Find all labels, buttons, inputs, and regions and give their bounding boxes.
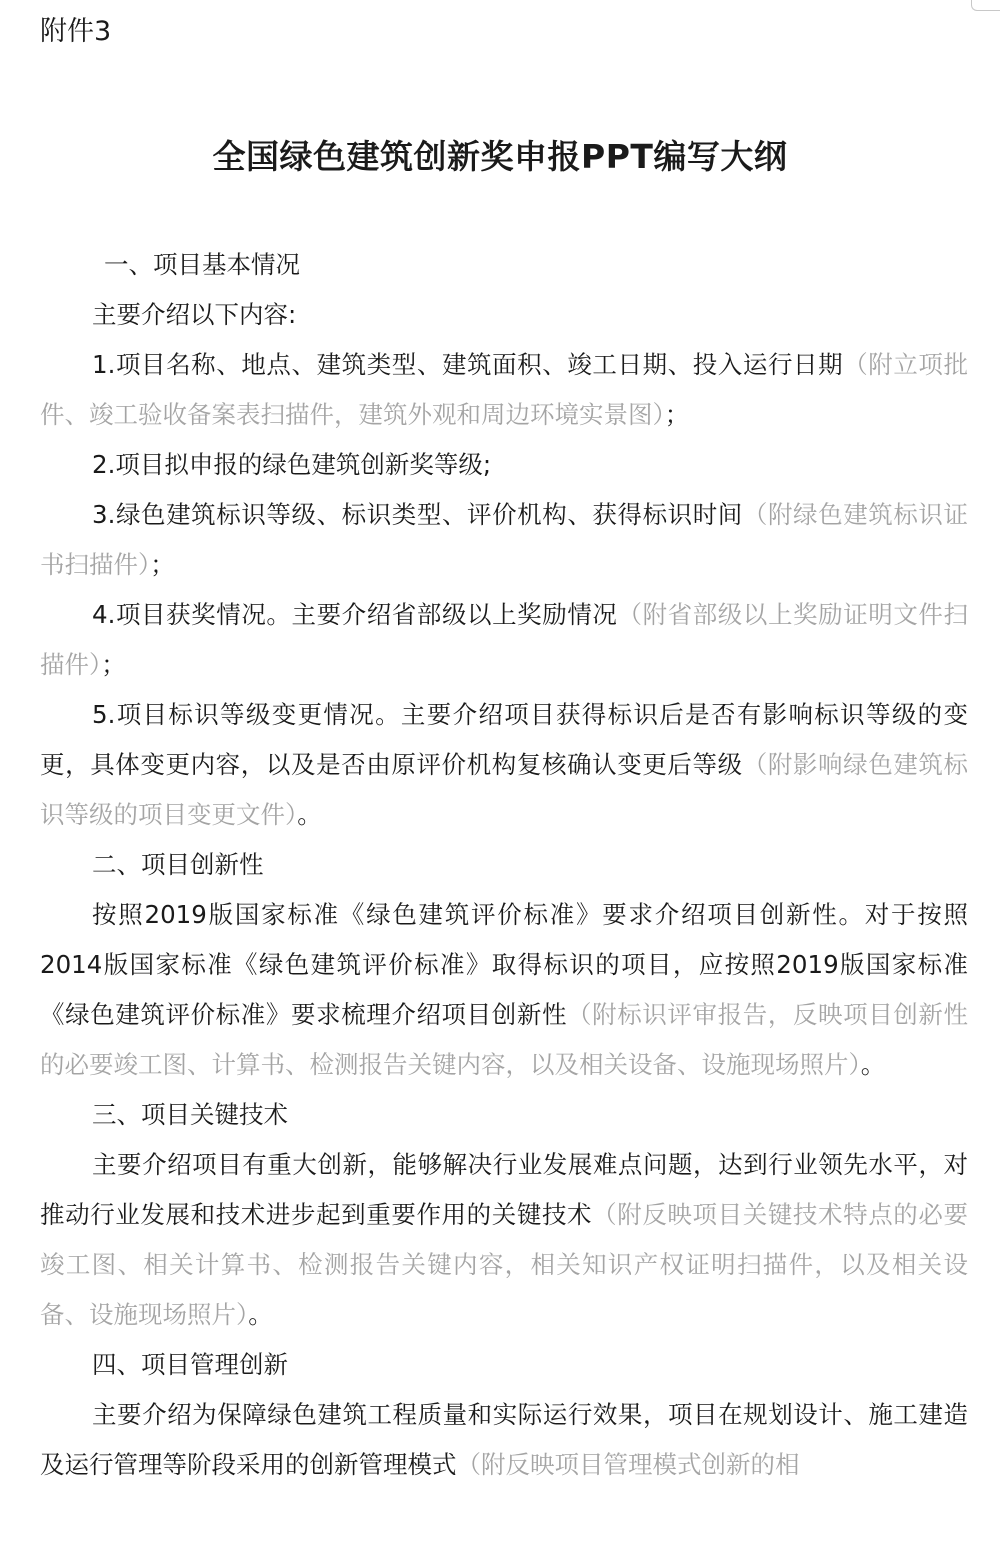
attachment-note: （附反映项目管理模式创新的相 [456,1450,800,1479]
paragraph [40,1390,968,1490]
section-heading: 三、项目关键技术 [92,1100,288,1129]
paragraph [40,890,968,1090]
item-text: 5.项目标识等级变更情况。主要介绍项目获得标识后是否有影响标识等级的变更，具体变更内容，以及是否由原评价机构复核确认变更后等级 [40,700,968,779]
attachment-note: （附影响绿色建筑标识等级的项目变更文件） [40,750,969,829]
paragraph [40,1140,968,1340]
punctuation: 。 [248,1300,273,1329]
paragraph-text: 主要介绍为保障绿色建筑工程质量和实际运行效果，项目在规划设计、施工建造及运行管理等阶段采用的创新管理模式 [40,1400,968,1479]
attachment-label: 附件3 [40,16,112,47]
list-item [40,440,968,490]
section-heading: 一、项目基本情况 [104,250,300,279]
attachment-note: （附绿色建筑标识证书扫描件） [40,500,969,579]
attachment-note: （附省部级以上奖励证明文件扫描件） [40,600,969,679]
punctuation: ； [150,550,175,579]
page-corner-mark [971,0,1000,11]
section-heading: 四、项目管理创新 [92,1350,288,1379]
attachment-note: （附立项批件、竣工验收备案表扫描件，建筑外观和周边环境实景图） [40,350,969,429]
item-text: 4.项目获奖情况。主要介绍省部级以上奖励情况 [92,600,618,629]
item-text: 3.绿色建筑标识等级、标识类型、评价机构、获得标识时间 [92,500,743,529]
item-text: 2.项目拟申报的绿色建筑创新奖等级; [92,450,492,479]
list-item [40,590,968,690]
document-title: 全国绿色建筑创新奖申报PPT编写大纲 [212,137,788,176]
list-item [40,340,968,440]
attachment-note: （附反映项目关键技术特点的必要竣工图、相关计算书、检测报告关键内容，相关知识产权证明扫描件，以及相关设备、设施现场照片） [40,1200,969,1329]
attachment-note: （附标识评审报告，反映项目创新性的必要竣工图、计算书、检测报告关键内容，以及相关设备、设施现场照片） [40,1000,969,1079]
paragraph-text: 主要介绍项目有重大创新，能够解决行业发展难点问题，达到行业领先水平，对推动行业发展和技术进步起到重要作用的关键技术 [40,1150,968,1229]
list-item [40,690,968,840]
paragraph-text: 按照2019版国家标准《绿色建筑评价标准》要求介绍项目创新性。对于按照2014版国家标准《绿色建筑评价标准》取得标识的项目，应按照2019版国家标准《绿色建筑评价标准》要求梳理介绍项目创新性 [40,900,968,1029]
punctuation: ； [664,400,690,429]
item-text: 1.项目名称、地点、建筑类型、建筑面积、竣工日期、投入运行日期 [92,350,844,379]
punctuation: 。 [297,800,322,829]
document-body [40,240,968,1490]
punctuation: ； [101,650,126,679]
list-item [40,490,968,590]
paragraph: 主要介绍以下内容: [92,300,297,329]
punctuation: 。 [860,1050,886,1079]
section-heading: 二、项目创新性 [92,850,264,879]
